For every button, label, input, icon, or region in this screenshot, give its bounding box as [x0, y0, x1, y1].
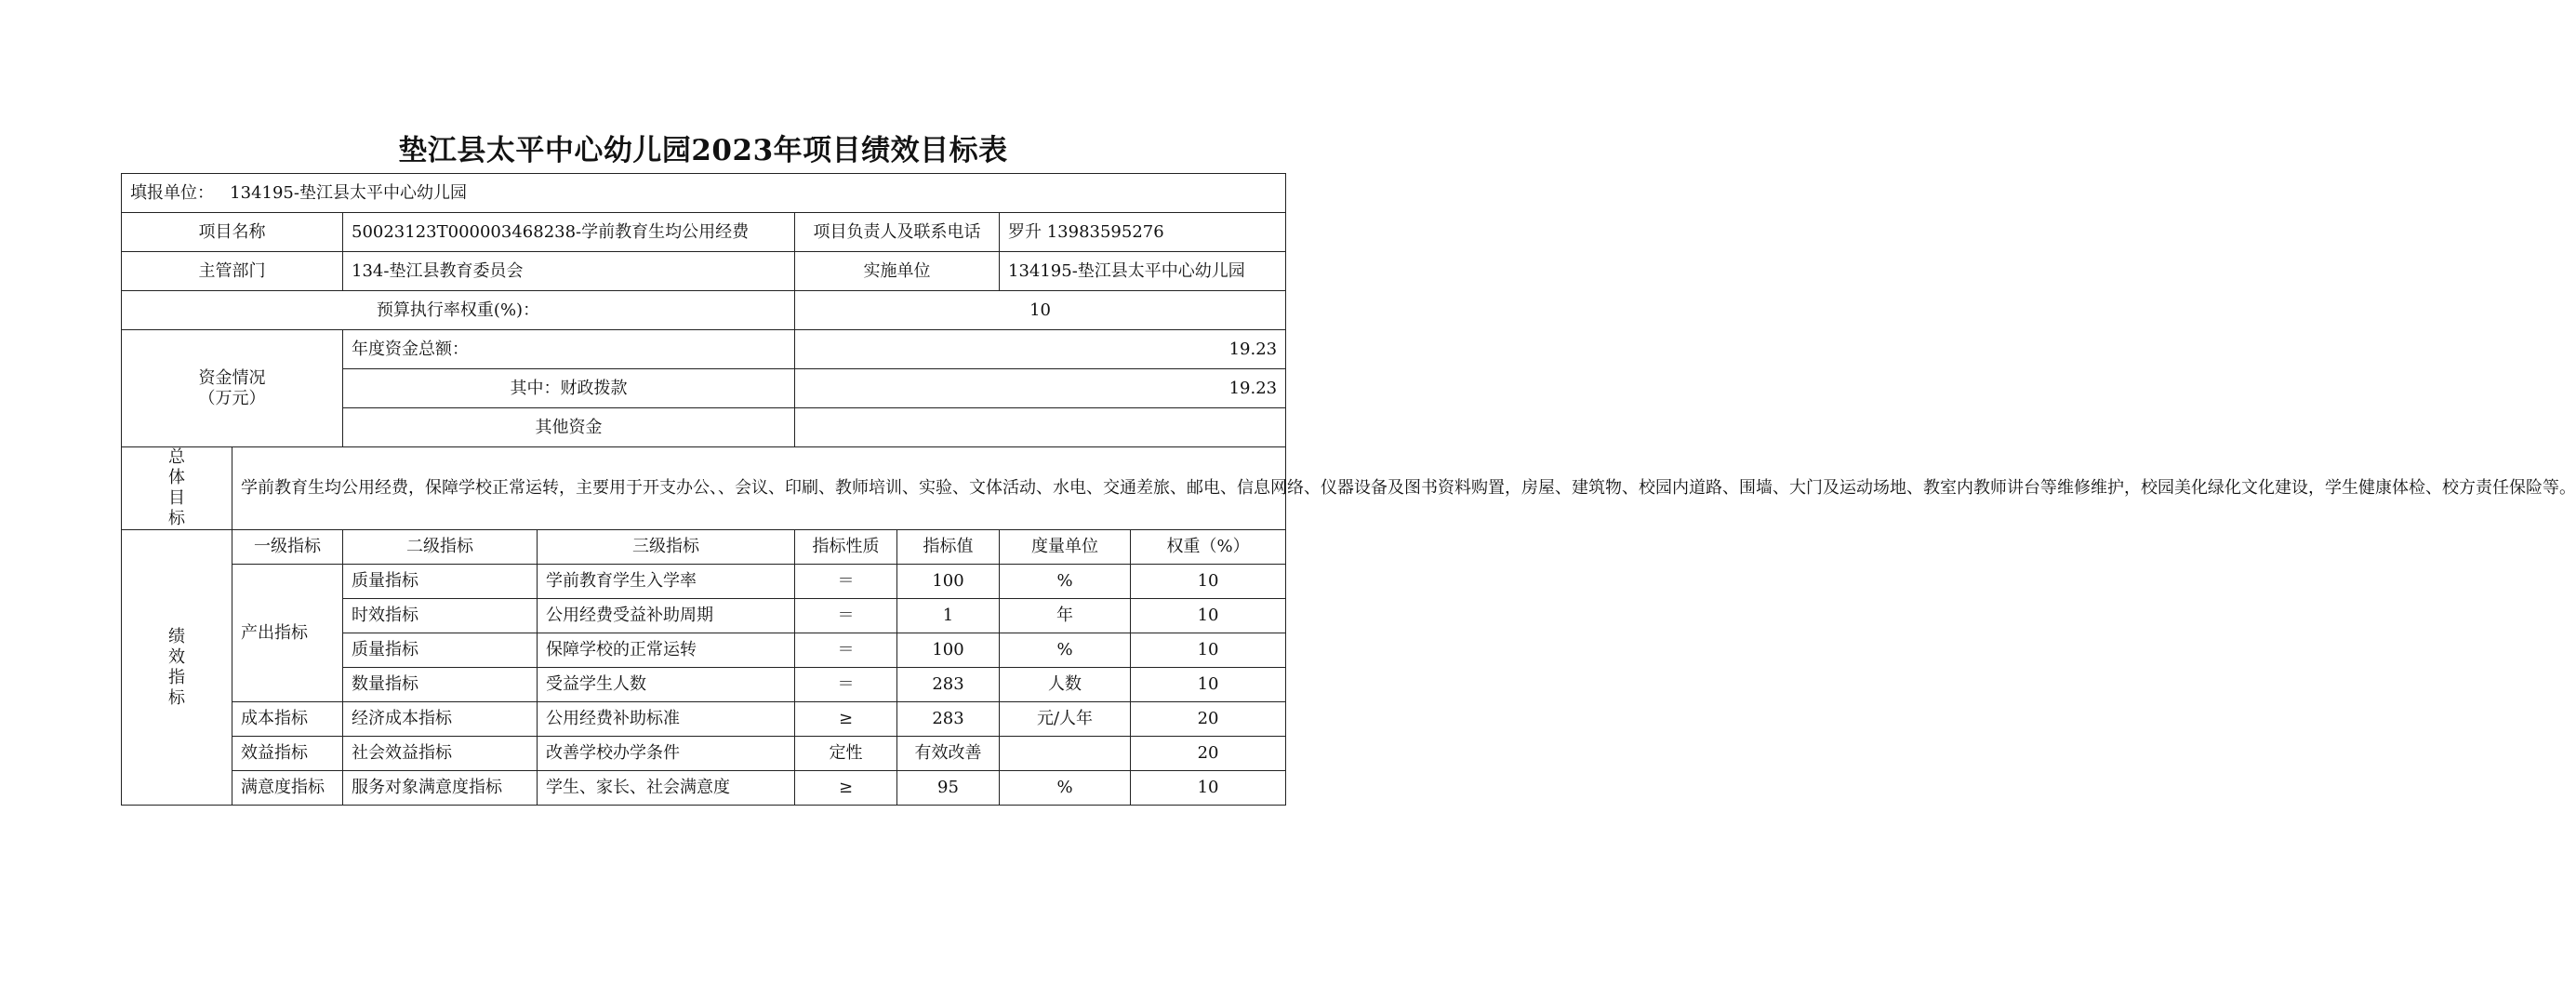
funds-total-row [122, 330, 1286, 369]
weight-cell: 10 [1131, 771, 1286, 806]
unit-cell: 人数 [1000, 668, 1131, 702]
indicators-label-char: 效 [168, 646, 185, 667]
level3-cell: 公用经费受益补助周期 [538, 599, 795, 633]
level2-cell: 社会效益指标 [343, 737, 538, 771]
unit-cell: % [1000, 633, 1131, 668]
dept-value: 134-垫江县教育委员会 [343, 252, 795, 291]
value-cell: 100 [897, 565, 1000, 599]
project-name-label: 项目名称 [122, 213, 343, 252]
contact-value: 罗升 13983595276 [1000, 213, 1286, 252]
level2-cell: 服务对象满意度指标 [343, 771, 538, 806]
level2-cell: 质量指标 [343, 565, 538, 599]
column-header: 度量单位 [1000, 530, 1131, 565]
funds-fiscal-value: 19.23 [795, 369, 1286, 408]
department-row [122, 252, 1286, 291]
goal-label-char: 标 [168, 509, 185, 528]
funds-fiscal-label: 其中：财政拨款 [343, 369, 795, 408]
funds-other-label: 其他资金 [343, 408, 795, 447]
unit-cell: % [1000, 771, 1131, 806]
level1-cell: 满意度指标 [232, 771, 343, 806]
value-cell: 283 [897, 668, 1000, 702]
level1-cell: 效益指标 [232, 737, 343, 771]
nature-cell: ＝ [795, 599, 897, 633]
nature-cell: ≥ [795, 771, 897, 806]
funds-total-label: 年度资金总额： [343, 330, 795, 369]
goal-label-char: 体 [168, 468, 185, 487]
budget-weight-row [122, 291, 1286, 330]
weight-cell: 10 [1131, 565, 1286, 599]
level2-cell: 经济成本指标 [343, 702, 538, 737]
report-unit-label: 填报单位： [130, 182, 214, 203]
overall-goal-row [122, 447, 1286, 530]
table-row [122, 771, 1286, 806]
column-header: 三级指标 [538, 530, 795, 565]
indicators-label-char: 指 [168, 667, 185, 687]
contact-label: 项目负责人及联系电话 [795, 213, 1000, 252]
value-cell: 95 [897, 771, 1000, 806]
column-header: 二级指标 [343, 530, 538, 565]
nature-cell: ≥ [795, 702, 897, 737]
weight-cell: 10 [1131, 668, 1286, 702]
weight-cell: 10 [1131, 633, 1286, 668]
column-header: 权重（%） [1131, 530, 1286, 565]
level3-cell: 公用经费补助标准 [538, 702, 795, 737]
document-title: 垫江县太平中心幼儿园2023年项目绩效目标表 [398, 134, 1008, 167]
level3-cell: 学前教育学生入学率 [538, 565, 795, 599]
indicator-header-row [122, 530, 1286, 565]
funds-label-line2: （万元） [198, 388, 266, 408]
level1-cell: 成本指标 [232, 702, 343, 737]
impl-value: 134195-垫江县太平中心幼儿园 [1000, 252, 1286, 291]
goal-label-char: 目 [168, 488, 185, 508]
column-header: 指标值 [897, 530, 1000, 565]
nature-cell: ＝ [795, 668, 897, 702]
level3-cell: 受益学生人数 [538, 668, 795, 702]
funds-label [122, 330, 343, 447]
funds-other-value [795, 408, 1286, 447]
budget-weight-value: 10 [795, 291, 1286, 330]
nature-cell: 定性 [795, 737, 897, 771]
funds-label-line1: 资金情况 [198, 367, 266, 388]
table-row [122, 565, 1286, 599]
project-name-row [122, 213, 1286, 252]
level3-cell: 学生、家长、社会满意度 [538, 771, 795, 806]
column-header: 一级指标 [232, 530, 343, 565]
report-unit-cell [122, 174, 1286, 213]
weight-cell: 20 [1131, 737, 1286, 771]
value-cell: 283 [897, 702, 1000, 737]
weight-cell: 20 [1131, 702, 1286, 737]
impl-label: 实施单位 [795, 252, 1000, 291]
report-unit-value: 134195-垫江县太平中心幼儿园 [230, 182, 467, 203]
unit-cell: 元/人年 [1000, 702, 1131, 737]
budget-weight-label: 预算执行率权重(%)： [122, 291, 795, 330]
indicators-label-char: 绩 [168, 626, 185, 646]
table-row [122, 737, 1286, 771]
nature-cell: ＝ [795, 633, 897, 668]
nature-cell: ＝ [795, 565, 897, 599]
unit-cell: % [1000, 565, 1131, 599]
level3-cell: 改善学校办学条件 [538, 737, 795, 771]
level3-cell: 保障学校的正常运转 [538, 633, 795, 668]
level2-cell: 时效指标 [343, 599, 538, 633]
output-indicator-label: 产出指标 [232, 565, 343, 702]
dept-label: 主管部门 [122, 252, 343, 291]
value-cell: 100 [897, 633, 1000, 668]
report-unit-row [122, 174, 1286, 213]
goal-label-char: 总 [168, 447, 185, 467]
unit-cell: 年 [1000, 599, 1131, 633]
overall-goal-label [122, 447, 232, 530]
overall-goal-text: 学前教育生均公用经费，保障学校正常运转，主要用于开支办公、、会议、印刷、教师培训、实验、文体活动、水电、交通差旅、邮电、信息网络、仪器设备及图书资料购置，房屋、建筑物、校园内道路、围墙、大门及运动场地、教室内教师讲台等维修维护，校园美化绿化文化建设，学生健康体检、校方责任保险等。 [232, 447, 1286, 530]
indicators-label [122, 530, 232, 806]
unit-cell [1000, 737, 1131, 771]
value-cell: 1 [897, 599, 1000, 633]
level2-cell: 数量指标 [343, 668, 538, 702]
column-header: 指标性质 [795, 530, 897, 565]
funds-total-value: 19.23 [795, 330, 1286, 369]
level2-cell: 质量指标 [343, 633, 538, 668]
project-name-value: 50023123T000003468238-学前教育生均公用经费 [343, 213, 795, 252]
performance-target-table [121, 173, 2576, 806]
indicators-label-char: 标 [168, 687, 185, 708]
weight-cell: 10 [1131, 599, 1286, 633]
value-cell: 有效改善 [897, 737, 1000, 771]
table-row [122, 702, 1286, 737]
